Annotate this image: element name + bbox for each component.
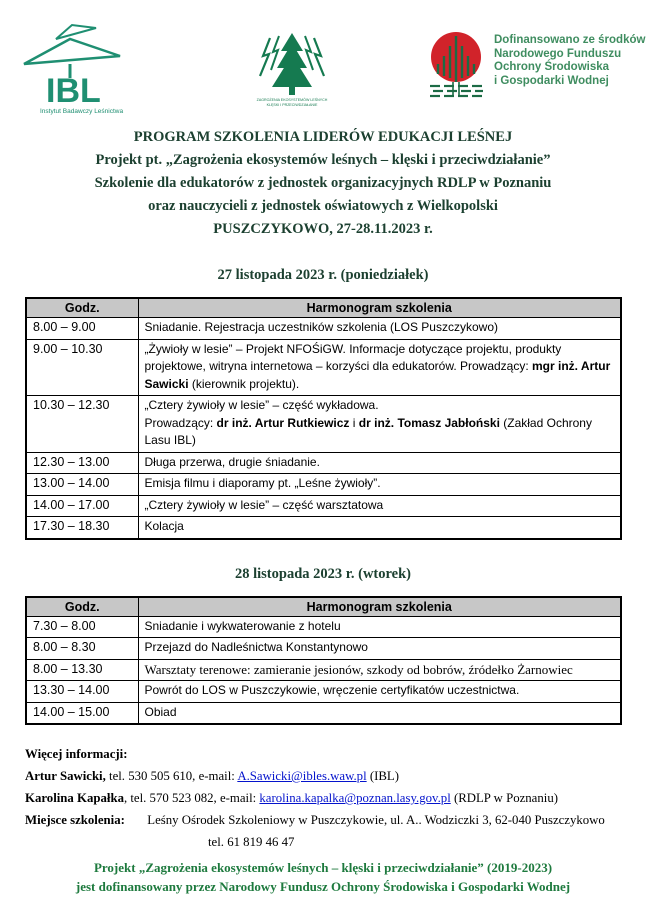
- time-cell: 14.00 – 17.00: [26, 495, 138, 517]
- content-cell: [138, 702, 621, 724]
- content-cell: [138, 318, 621, 340]
- email-link[interactable]: karolina.kapalka@poznan.lasy.gov.pl: [259, 791, 451, 805]
- time-cell: 10.30 – 12.30: [26, 396, 138, 453]
- project-logo: [246, 30, 338, 113]
- text-segment: Kolacja: [144, 519, 184, 533]
- text-segment: Sniadanie i wykwaterowanie z hotelu: [144, 618, 341, 633]
- text-segment: dr inż. Artur Rutkiewicz: [216, 415, 350, 430]
- footer-line: Projekt „Zagrożenia ekosystemów leśnych – klęski i przeciwdziałanie” (2019-2023): [93, 860, 553, 875]
- contact-line: [25, 831, 646, 853]
- table-row: [26, 702, 621, 724]
- table-row: [26, 638, 621, 660]
- time-cell: 13.00 – 14.00: [26, 474, 138, 496]
- schedule-table-day1: [0, 297, 646, 540]
- text-segment: i: [349, 415, 359, 430]
- text-segment: „Cztery żywioły w lesie” – część warsztatowa: [144, 497, 384, 512]
- text-segment: Długa przerwa, drugie śniadanie.: [144, 454, 320, 469]
- contact-line: [25, 787, 646, 809]
- ibl-acronym: IBL: [46, 72, 101, 110]
- contact-line: [25, 765, 646, 787]
- title-line: Projekt pt. „Zagrożenia ekosystemów leśnych – klęski i przeciwdziałanie”: [95, 152, 551, 168]
- content-cell: [138, 452, 621, 474]
- footer-line: jest dofinansowany przez Narodowy Fundusz Ochrony Środowiska i Gospodarki Wodnej: [75, 879, 571, 894]
- email-link[interactable]: A.Sawicki@ibles.waw.pl: [237, 769, 367, 783]
- text-segment: (RDLP w Poznaniu): [450, 791, 558, 805]
- section-heading-day1: 27 listopada 2023 r. (poniedziałek): [217, 267, 429, 283]
- text-segment: Warsztaty terenowe: zamieranie jesionów, szkody od bobrów, źródełko Żarnowiec: [144, 661, 573, 677]
- column-header-time: Godz.: [26, 597, 138, 617]
- time-cell: 8.00 – 9.00: [26, 318, 138, 340]
- content-cell: [138, 517, 621, 539]
- time-cell: 17.30 – 18.30: [26, 517, 138, 539]
- contact-info: [25, 743, 646, 853]
- table-row: [26, 495, 621, 517]
- ibl-caption: Instytut Badawczy Leśnictwa: [40, 108, 124, 115]
- content-cell: [138, 495, 621, 517]
- text-segment: Karolina Kapałka: [25, 791, 124, 805]
- text-segment: „Cztery żywioły w lesie” – część wykładowa.: [144, 398, 379, 412]
- text-segment: tel. 61 819 46 47: [208, 835, 295, 849]
- text-segment: , tel. 570 523 082, e-mail:: [123, 791, 260, 805]
- nfos-text-line: Narodowego Funduszu: [494, 47, 622, 60]
- project-logo-caption-2: KLĘSKI I PRZECIWDZIAŁANIE: [266, 103, 318, 107]
- time-cell: 9.00 – 10.30: [26, 339, 138, 396]
- content-cell: [138, 396, 621, 453]
- nfos-funding-text: [494, 34, 645, 88]
- text-segment: Miejsce szkolenia:: [25, 813, 125, 827]
- content-cell: [138, 659, 621, 681]
- time-cell: 13.30 – 14.00: [26, 681, 138, 703]
- text-segment: Leśny Ośrodek Szkoleniowy w Puszczykowie, ul. A.. Wodziczki 3, 62-040 Puszczykowo: [124, 813, 605, 827]
- text-segment: (Zakład Ochrony Lasu IBL): [144, 415, 592, 447]
- title-line: PROGRAM SZKOLENIA LIDERÓW EDUKACJI LEŚNEJ: [133, 129, 513, 145]
- logo-header: [0, 0, 646, 118]
- nfos-text-line: Ochrony Środowiska: [494, 61, 610, 73]
- ibl-tree-icon: [16, 22, 134, 116]
- text-segment: Przejazd do Nadleśnictwa Konstantynowo: [144, 640, 368, 654]
- title-line: PUSZCZYKOWO, 27-28.11.2023 r.: [213, 221, 433, 237]
- contact-line: [25, 743, 646, 765]
- text-segment: Obiad: [144, 704, 177, 719]
- title-line: Szkolenie dla edukatorów z jednostek organizacyjnych RDLP w Poznaniu: [94, 175, 552, 191]
- column-header-schedule: Harmonogram szkolenia: [138, 597, 621, 617]
- time-cell: 7.30 – 8.00: [26, 616, 138, 638]
- table-row: [26, 659, 621, 681]
- text-segment: tel. 530 505 610, e-mail:: [105, 769, 238, 783]
- table-row: [26, 339, 621, 396]
- table-header-row: [26, 298, 621, 318]
- text-segment: (IBL): [366, 769, 399, 783]
- text-segment: Powrót do LOS w Puszczykowie, wręczenie certyfikatów uczestnictwa.: [144, 683, 520, 697]
- section-heading-day2: 28 listopada 2023 r. (wtorek): [234, 565, 412, 582]
- text-segment: dr inż. Tomasz Jabłoński: [358, 415, 500, 430]
- text-segment: Prowadzący:: [144, 415, 217, 430]
- time-cell: 8.00 – 8.30: [26, 638, 138, 660]
- table-row: [26, 452, 621, 474]
- table-row: [26, 318, 621, 340]
- column-header-time: Godz.: [26, 298, 138, 318]
- table-row: [26, 616, 621, 638]
- nfos-tree-circle-icon: [428, 30, 486, 102]
- text-segment: Emisja filmu i diaporamy pt. „Leśne żywioły”.: [144, 476, 381, 490]
- footer-funding-note: [0, 858, 646, 896]
- nfos-logo: [428, 30, 645, 102]
- contact-line: [25, 809, 646, 831]
- table-row: [26, 474, 621, 496]
- fir-tree-lightning-icon: [246, 30, 338, 108]
- text-segment: Sniadanie. Rejestracja uczestników szkolenia (LOS Puszczykowo): [144, 320, 498, 334]
- text-segment: Więcej informacji:: [25, 747, 128, 761]
- project-logo-caption-1: ZAGROŻENIA EKOSYSTEMÓW LEŚNYCH: [256, 98, 328, 102]
- time-cell: 12.30 – 13.00: [26, 452, 138, 474]
- column-header-schedule: Harmonogram szkolenia: [138, 298, 621, 318]
- schedule-table-day2: [0, 596, 646, 726]
- table-row: [26, 517, 621, 539]
- time-cell: 8.00 – 13.30: [26, 659, 138, 681]
- table-header-row: [26, 597, 621, 617]
- title-line: oraz nauczycieli z jednostek oświatowych z Wielkopolski: [148, 198, 498, 214]
- content-cell: [138, 638, 621, 660]
- content-cell: [138, 339, 621, 396]
- table-row: [26, 681, 621, 703]
- nfos-text-line: i Gospodarki Wodnej: [494, 74, 609, 87]
- text-segment: Artur Sawicki,: [25, 769, 106, 783]
- nfos-text-line: Dofinansowano ze środków: [494, 34, 646, 46]
- schedule-table: [25, 297, 622, 540]
- content-cell: [138, 474, 621, 496]
- ibl-logo: [16, 22, 134, 121]
- schedule-table: [25, 596, 622, 726]
- content-cell: [138, 616, 621, 638]
- document-title: [0, 126, 646, 241]
- table-row: [26, 396, 621, 453]
- text-segment: (kierownik projektu).: [188, 376, 300, 391]
- time-cell: 14.00 – 15.00: [26, 702, 138, 724]
- text-segment: mgr inż. Artur Sawicki: [144, 359, 611, 391]
- text-segment: „Żywioły w lesie” – Projekt NFOŚiGW. Informacje dotyczące projektu, produkty projektowe, witryna internetowa – korzyści dla edukatorów. Prowadzący:: [144, 341, 562, 373]
- content-cell: [138, 681, 621, 703]
